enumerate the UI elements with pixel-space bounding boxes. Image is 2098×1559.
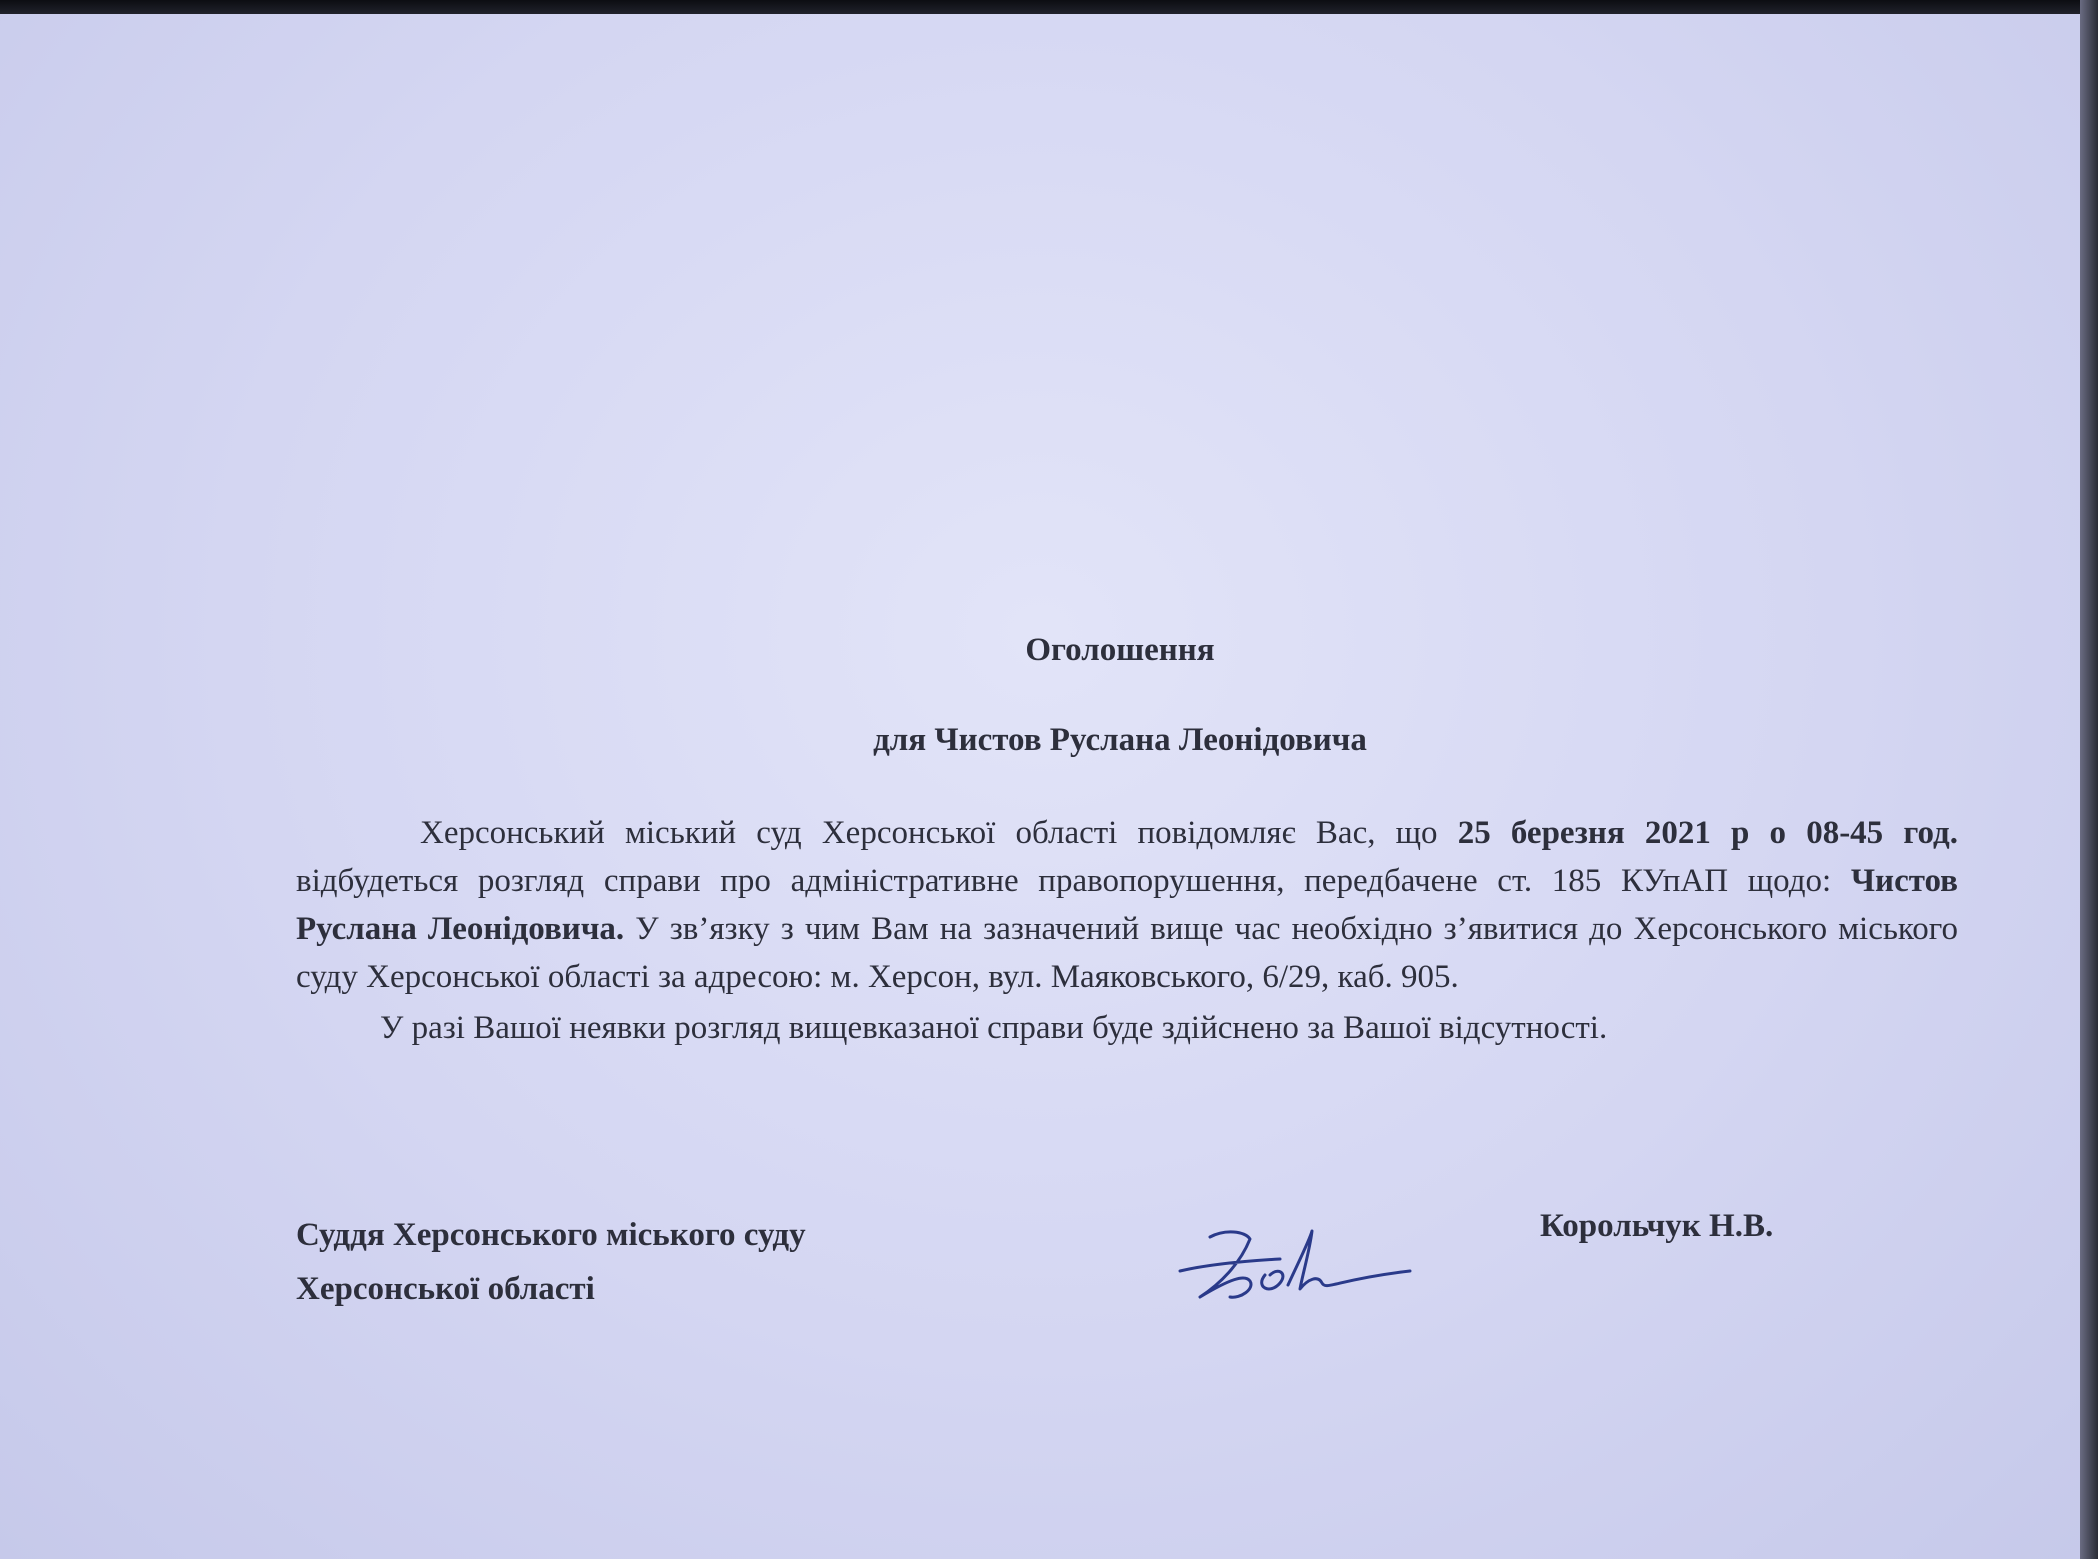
- judge-title-line1: Суддя Херсонського міського суду: [296, 1217, 806, 1253]
- paragraph-middle: відбудеться розгляд справи про адміністративне правопорушення, передбачене ст. 185 КУпАП щодо:: [296, 863, 1851, 899]
- person-name: Чистов Руслана Леонідовича.: [296, 863, 1958, 947]
- hearing-date-time: 25 березня 2021 р о 08-45 год.: [1457, 815, 1958, 851]
- photo-right-edge: [2080, 0, 2098, 1559]
- judge-title-line2: Херсонської області: [296, 1271, 595, 1307]
- absence-paragraph: У разі Вашої неявки розгляд вищевказаної справи буде здійснено за Вашої відсутності.: [380, 1010, 1608, 1046]
- document-sheet: [0, 14, 2080, 1559]
- document-body: [296, 809, 1958, 1055]
- judge-title-block: [296, 1208, 806, 1316]
- document-title: Оголошення: [1025, 632, 1215, 668]
- signer-name: Корольчук Н.В.: [1540, 1208, 1774, 1244]
- handwritten-signature: [1170, 1209, 1430, 1309]
- paragraph-intro: Херсонський міський суд Херсонської області повідомляє Вас, що: [420, 815, 1458, 851]
- paragraph-end: У зв’язку з чим Вам на зазначений вище час необхідно з’явитися до Херсонського міського суду Херсонської області за адресою: м. Херсон, вул. Маяковського, 6/29, каб. 905.: [296, 911, 1958, 995]
- notice-paragraph: [296, 809, 1958, 1001]
- document-subtitle: для Чистов Руслана Леонідовича: [873, 722, 1367, 758]
